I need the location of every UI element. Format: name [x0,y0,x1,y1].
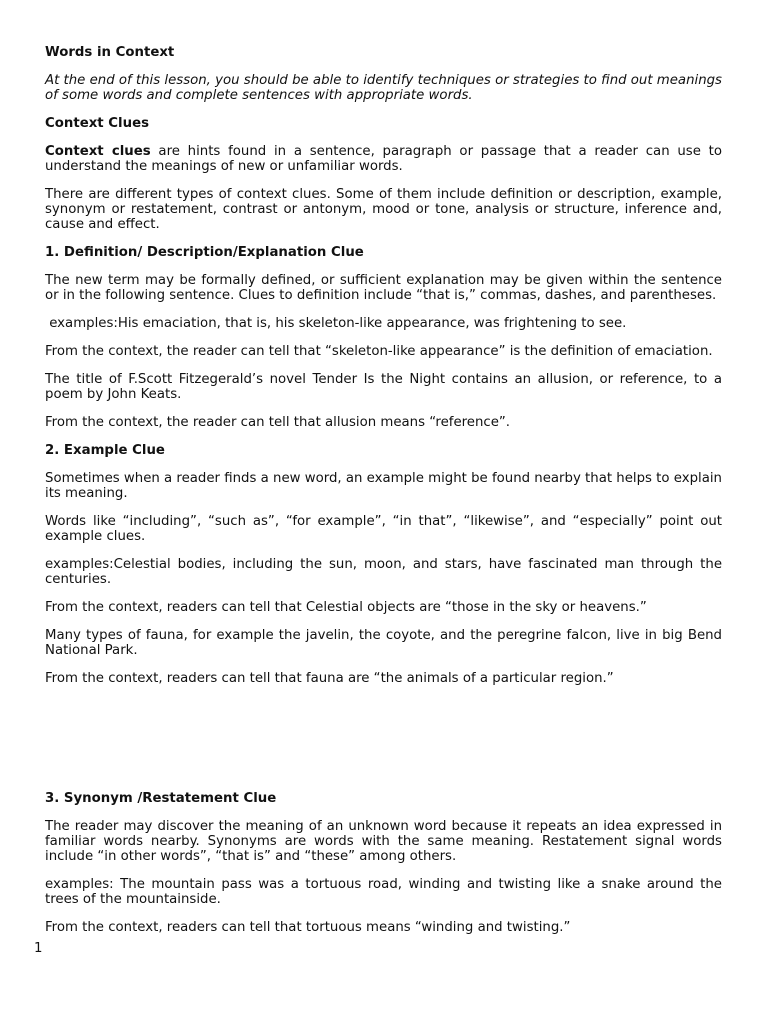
section-paragraph: Many types of fauna, for example the javelin, the coyote, and the peregrine falcon, live in big Bend National Park. [45,628,722,658]
section-paragraph: From the context, readers can tell that tortuous means “winding and twisting.” [45,920,571,935]
section-heading: 1. Definition/ Description/Explanation Clue [45,245,364,260]
section-paragraph: From the context, the reader can tell that allusion means “reference”. [45,415,511,430]
document-page [45,45,722,948]
section-paragraph: examples:His emaciation, that is, his skeleton-like appearance, was frightening to see. [45,316,627,331]
document-title: Words in Context [45,45,175,60]
context-clues-heading: Context Clues [45,116,150,131]
section-paragraph: The reader may discover the meaning of an unknown word because it repeats an idea expressed in familiar words nearby. Synonyms are words with the same meaning. Restatement signal words include “in other words”, “that is” and “these” among others. [45,819,722,864]
section-heading: 3. Synonym /Restatement Clue [45,791,277,806]
section-heading: 2. Example Clue [45,443,165,458]
section-paragraph: examples:Celestial bodies, including the sun, moon, and stars, have fascinated man through the centuries. [45,557,722,587]
context-clues-term: Context clues [45,144,151,159]
section-paragraph: Sometimes when a reader finds a new word, an example might be found nearby that helps to explain its meaning. [45,471,722,501]
section-paragraph: From the context, the reader can tell that “skeleton-like appearance” is the definition of emaciation. [45,344,713,359]
section-paragraph: From the context, readers can tell that fauna are “the animals of a particular region.” [45,671,614,686]
blank-space [45,699,722,791]
section-paragraph: The title of F.Scott Fitzegerald’s novel Tender Is the Night contains an allusion, or reference, to a poem by John Keats. [45,372,722,402]
section-paragraph: examples: The mountain pass was a tortuous road, winding and twisting like a snake around the trees of the mountainside. [45,877,722,907]
context-clues-definition [45,144,722,174]
context-clues-definition-text: are hints found in a sentence, paragraph or passage that a reader can use to understand the meanings of new or unfamiliar words. [45,144,723,174]
context-clues-types: There are different types of context clues. Some of them include definition or description, example, synonym or restatement, contrast or antonym, mood or tone, analysis or structure, inference and, cause and effect. [45,187,722,232]
page-number: 1 [34,941,43,956]
section-paragraph: From the context, readers can tell that Celestial objects are “those in the sky or heavens.” [45,600,647,615]
section-paragraph: The new term may be formally defined, or sufficient explanation may be given within the sentence or in the following sentence. Clues to definition include “that is,” commas, dashes, and parentheses. [45,273,722,303]
lesson-objective: At the end of this lesson, you should be able to identify techniques or strategies to find out meanings of some words and complete sentences with appropriate words. [45,73,722,103]
section-paragraph: Words like “including”, “such as”, “for example”, “in that”, “likewise”, and “especially” point out example clues. [45,514,722,544]
